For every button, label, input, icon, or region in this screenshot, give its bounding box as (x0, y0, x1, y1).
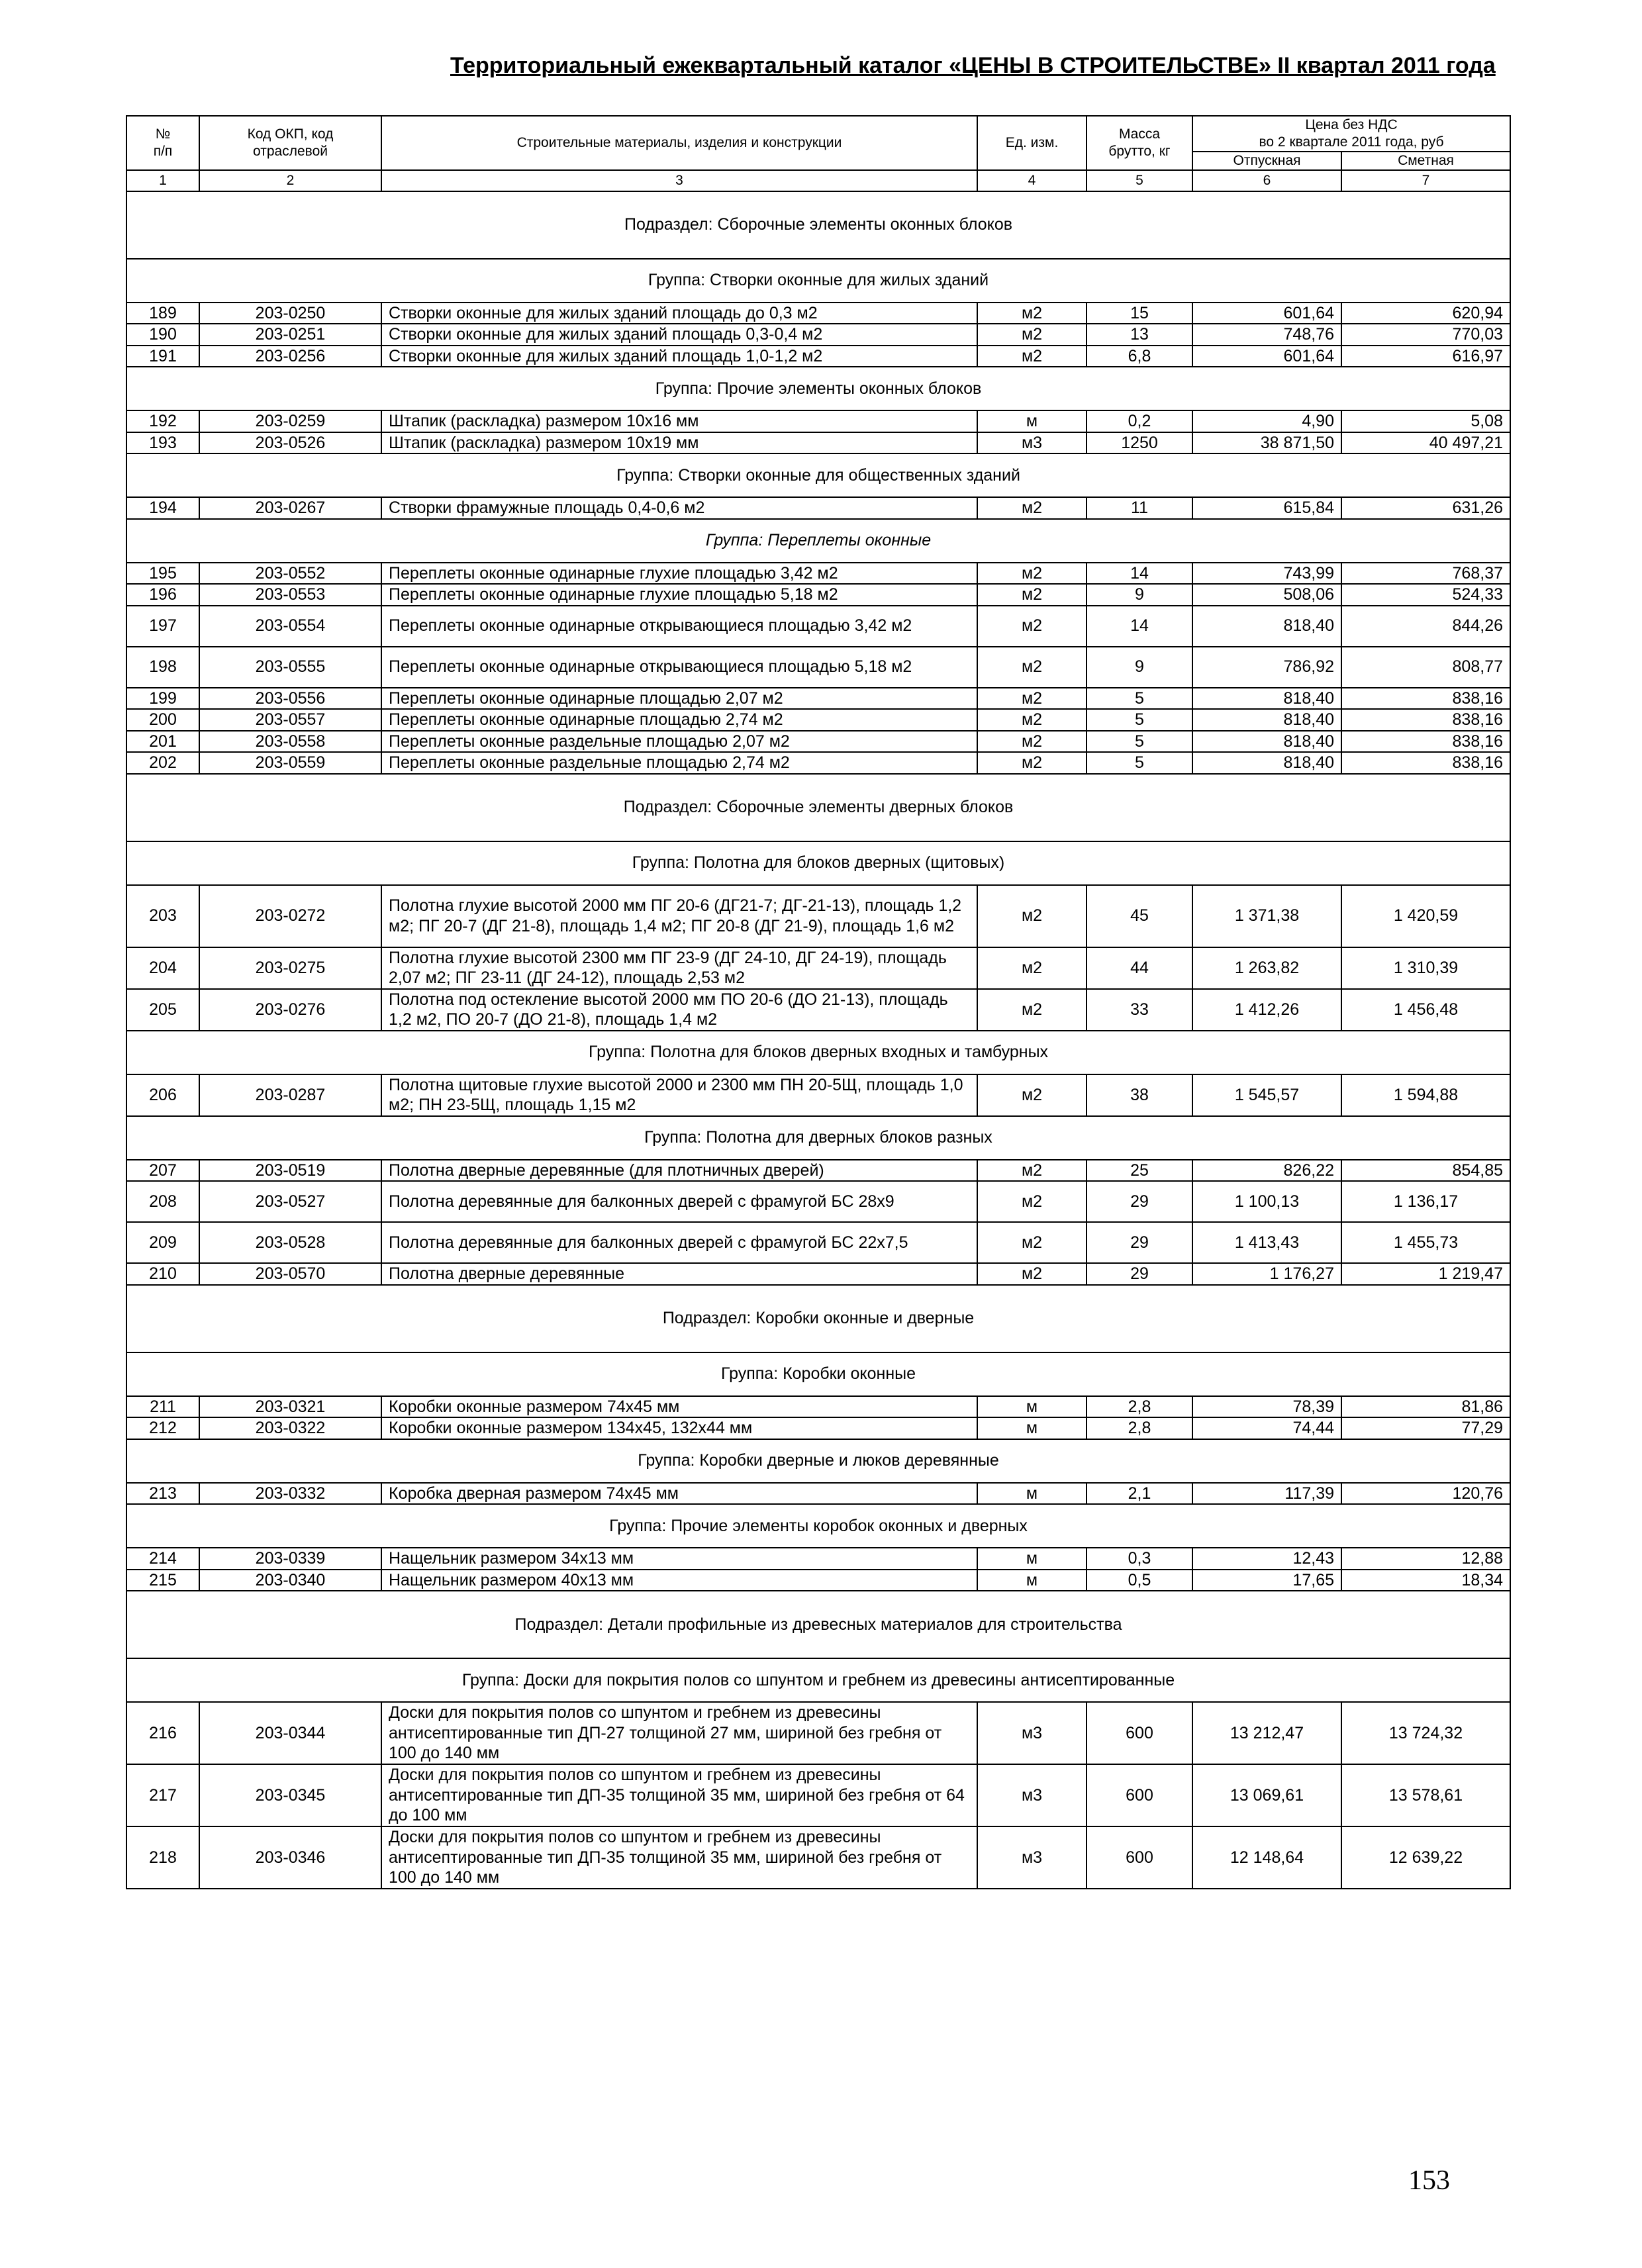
table-row (126, 563, 1510, 585)
unit-cell: м3 (977, 432, 1087, 454)
group-title: Группа: Полотна для блоков дверных (щитовых) (126, 841, 1510, 885)
col-header-name: Строительные материалы, изделия и конструкции (381, 116, 977, 170)
estimate-price-cell: 120,76 (1341, 1483, 1510, 1505)
material-name-cell: Створки оконные для жилых зданий площадь 1,0-1,2 м2 (381, 346, 977, 367)
table-row (126, 410, 1510, 432)
unit-cell: м3 (977, 1826, 1087, 1889)
okp-code-cell: 203-0275 (199, 947, 381, 989)
unit-cell: м2 (977, 709, 1087, 731)
table-row (126, 1396, 1510, 1418)
group-title: Группа: Коробки дверные и люков деревянные (126, 1439, 1510, 1483)
mass-cell: 29 (1087, 1222, 1192, 1263)
estimate-price-cell: 1 455,73 (1341, 1222, 1510, 1263)
okp-code-cell: 203-0259 (199, 410, 381, 432)
okp-code-cell: 203-0256 (199, 346, 381, 367)
table-row (126, 1074, 1510, 1116)
estimate-price-cell: 1 456,48 (1341, 989, 1510, 1031)
mass-cell: 2,8 (1087, 1417, 1192, 1439)
group-title: Группа: Прочие элементы оконных блоков (126, 367, 1510, 410)
row-number-cell: 209 (126, 1222, 199, 1263)
row-number-cell: 189 (126, 303, 199, 324)
group-title: Группа: Створки оконные для общественных зданий (126, 453, 1510, 497)
release-price-cell: 1 176,27 (1192, 1263, 1341, 1285)
group-title: Группа: Коробки оконные (126, 1352, 1510, 1396)
table-row (126, 1417, 1510, 1439)
table-row (126, 1263, 1510, 1285)
unit-cell: м2 (977, 606, 1087, 647)
row-number-cell: 214 (126, 1548, 199, 1570)
col-header-number: № п/п (126, 116, 199, 170)
material-name-cell: Переплеты оконные раздельные площадью 2,07 м2 (381, 731, 977, 753)
unit-cell: м (977, 1570, 1087, 1591)
group-heading-row (126, 1504, 1510, 1548)
group-heading-row (126, 367, 1510, 410)
material-name-cell: Доски для покрытия полов со шпунтом и гребнем из древесины антисептированные тип ДП-35 толщиной 35 мм, шириной без гребня от 100 до 140 мм (381, 1826, 977, 1889)
estimate-price-cell: 838,16 (1341, 731, 1510, 753)
release-price-cell: 1 100,13 (1192, 1181, 1341, 1222)
estimate-price-cell: 1 136,17 (1341, 1181, 1510, 1222)
release-price-cell: 818,40 (1192, 688, 1341, 710)
group-title: Группа: Полотна для блоков дверных входных и тамбурных (126, 1031, 1510, 1074)
mass-cell: 29 (1087, 1181, 1192, 1222)
unit-cell: м2 (977, 324, 1087, 346)
estimate-price-cell: 854,85 (1341, 1160, 1510, 1182)
material-name-cell: Коробки оконные размером 134х45, 132х44 мм (381, 1417, 977, 1439)
mass-cell: 0,2 (1087, 410, 1192, 432)
okp-code-cell: 203-0556 (199, 688, 381, 710)
mass-cell: 2,8 (1087, 1396, 1192, 1418)
mass-cell: 13 (1087, 324, 1192, 346)
row-number-cell: 217 (126, 1764, 199, 1826)
row-number-cell: 200 (126, 709, 199, 731)
release-price-cell: 74,44 (1192, 1417, 1341, 1439)
okp-code-cell: 203-0276 (199, 989, 381, 1031)
mass-cell: 6,8 (1087, 346, 1192, 367)
material-name-cell: Полотна деревянные для балконных дверей с фрамугой БС 28х9 (381, 1181, 977, 1222)
okp-code-cell: 203-0267 (199, 497, 381, 519)
row-number-cell: 198 (126, 647, 199, 688)
row-number-cell: 197 (126, 606, 199, 647)
unit-cell: м2 (977, 346, 1087, 367)
material-name-cell: Нащельник размером 40х13 мм (381, 1570, 977, 1591)
material-name-cell: Переплеты оконные одинарные открывающиеся площадью 3,42 м2 (381, 606, 977, 647)
mass-cell: 15 (1087, 303, 1192, 324)
col-header-mass: Масса брутто, кг (1087, 116, 1192, 170)
release-price-cell: 1 263,82 (1192, 947, 1341, 989)
estimate-price-cell: 1 594,88 (1341, 1074, 1510, 1116)
column-number: 2 (199, 170, 381, 191)
table-row (126, 584, 1510, 606)
catalog-body (126, 191, 1510, 1889)
estimate-price-cell: 1 420,59 (1341, 885, 1510, 947)
table-row (126, 606, 1510, 647)
estimate-price-cell: 12 639,22 (1341, 1826, 1510, 1889)
okp-code-cell: 203-0570 (199, 1263, 381, 1285)
group-heading-row (126, 1031, 1510, 1074)
okp-code-cell: 203-0321 (199, 1396, 381, 1418)
row-number-cell: 196 (126, 584, 199, 606)
mass-cell: 14 (1087, 563, 1192, 585)
estimate-price-cell: 12,88 (1341, 1548, 1510, 1570)
unit-cell: м (977, 1548, 1087, 1570)
subsection-title: Подраздел: Сборочные элементы оконных блоков (126, 191, 1510, 259)
okp-code-cell: 203-0287 (199, 1074, 381, 1116)
unit-cell: м2 (977, 688, 1087, 710)
estimate-price-cell: 5,08 (1341, 410, 1510, 432)
unit-cell: м2 (977, 1074, 1087, 1116)
release-price-cell: 786,92 (1192, 647, 1341, 688)
estimate-price-cell: 631,26 (1341, 497, 1510, 519)
release-price-cell: 4,90 (1192, 410, 1341, 432)
table-row (126, 885, 1510, 947)
okp-code-cell: 203-0527 (199, 1181, 381, 1222)
column-numbers-row (126, 170, 1510, 191)
okp-code-cell: 203-0345 (199, 1764, 381, 1826)
subsection-heading-row (126, 191, 1510, 259)
release-price-cell: 1 412,26 (1192, 989, 1341, 1031)
table-row (126, 346, 1510, 367)
col-header-release-price: Отпускная (1192, 152, 1341, 170)
release-price-cell: 117,39 (1192, 1483, 1341, 1505)
material-name-cell: Доски для покрытия полов со шпунтом и гребнем из древесины антисептированные тип ДП-27 толщиной 27 мм, шириной без гребня от 100 до 140 мм (381, 1702, 977, 1764)
material-name-cell: Створки оконные для жилых зданий площадь 0,3-0,4 м2 (381, 324, 977, 346)
group-title: Группа: Полотна для дверных блоков разных (126, 1116, 1510, 1160)
release-price-cell: 38 871,50 (1192, 432, 1341, 454)
release-price-cell: 508,06 (1192, 584, 1341, 606)
header-row (126, 116, 1510, 152)
material-name-cell: Штапик (раскладка) размером 10х19 мм (381, 432, 977, 454)
col-header-estimate-price: Сметная (1341, 152, 1510, 170)
material-name-cell: Полотна глухие высотой 2300 мм ПГ 23-9 (ДГ 24-10, ДГ 24-19), площадь 2,07 м2; ПГ 23-11 (ДГ 24-12), площадь 2,53 м2 (381, 947, 977, 989)
okp-code-cell: 203-0332 (199, 1483, 381, 1505)
price-catalog-table (126, 115, 1511, 1889)
unit-cell: м2 (977, 647, 1087, 688)
okp-code-cell: 203-0559 (199, 752, 381, 774)
mass-cell: 11 (1087, 497, 1192, 519)
unit-cell: м (977, 1396, 1087, 1418)
release-price-cell: 1 371,38 (1192, 885, 1341, 947)
okp-code-cell: 203-0519 (199, 1160, 381, 1182)
estimate-price-cell: 81,86 (1341, 1396, 1510, 1418)
group-heading-row (126, 841, 1510, 885)
mass-cell: 45 (1087, 885, 1192, 947)
release-price-cell: 1 413,43 (1192, 1222, 1341, 1263)
material-name-cell: Нащельник размером 34х13 мм (381, 1548, 977, 1570)
table-row (126, 497, 1510, 519)
column-number: 5 (1087, 170, 1192, 191)
okp-code-cell: 203-0558 (199, 731, 381, 753)
table-row (126, 1483, 1510, 1505)
mass-cell: 33 (1087, 989, 1192, 1031)
row-number-cell: 199 (126, 688, 199, 710)
material-name-cell: Штапик (раскладка) размером 10х16 мм (381, 410, 977, 432)
material-name-cell: Полотна дверные деревянные (для плотничных дверей) (381, 1160, 977, 1182)
material-name-cell: Переплеты оконные одинарные открывающиеся площадью 5,18 м2 (381, 647, 977, 688)
release-price-cell: 818,40 (1192, 752, 1341, 774)
okp-code-cell: 203-0552 (199, 563, 381, 585)
okp-code-cell: 203-0340 (199, 1570, 381, 1591)
row-number-cell: 218 (126, 1826, 199, 1889)
mass-cell: 600 (1087, 1764, 1192, 1826)
unit-cell: м2 (977, 885, 1087, 947)
estimate-price-cell: 13 578,61 (1341, 1764, 1510, 1826)
mass-cell: 5 (1087, 731, 1192, 753)
unit-cell: м2 (977, 497, 1087, 519)
estimate-price-cell: 1 310,39 (1341, 947, 1510, 989)
estimate-price-cell: 40 497,21 (1341, 432, 1510, 454)
row-number-cell: 201 (126, 731, 199, 753)
material-name-cell: Переплеты оконные одинарные глухие площадью 5,18 м2 (381, 584, 977, 606)
estimate-price-cell: 844,26 (1341, 606, 1510, 647)
okp-code-cell: 203-0555 (199, 647, 381, 688)
release-price-cell: 615,84 (1192, 497, 1341, 519)
subsection-title: Подраздел: Сборочные элементы дверных блоков (126, 774, 1510, 841)
material-name-cell: Коробка дверная размером 74х45 мм (381, 1483, 977, 1505)
unit-cell: м2 (977, 752, 1087, 774)
release-price-cell: 818,40 (1192, 731, 1341, 753)
table-row (126, 1702, 1510, 1764)
estimate-price-cell: 838,16 (1341, 709, 1510, 731)
row-number-cell: 191 (126, 346, 199, 367)
unit-cell: м2 (977, 584, 1087, 606)
row-number-cell: 208 (126, 1181, 199, 1222)
row-number-cell: 193 (126, 432, 199, 454)
okp-code-cell: 203-0557 (199, 709, 381, 731)
material-name-cell: Полотна под остекление высотой 2000 мм ПО 20-6 (ДО 21-13), площадь 1,2 м2, ПО 20-7 (ДО 21-8), площадь 1,4 м2 (381, 989, 977, 1031)
mass-cell: 1250 (1087, 432, 1192, 454)
estimate-price-cell: 768,37 (1341, 563, 1510, 585)
estimate-price-cell: 13 724,32 (1341, 1702, 1510, 1764)
material-name-cell: Коробки оконные размером 74х45 мм (381, 1396, 977, 1418)
column-number: 7 (1341, 170, 1510, 191)
unit-cell: м2 (977, 1263, 1087, 1285)
table-row (126, 709, 1510, 731)
subsection-title: Подраздел: Коробки оконные и дверные (126, 1285, 1510, 1352)
estimate-price-cell: 77,29 (1341, 1417, 1510, 1439)
row-number-cell: 203 (126, 885, 199, 947)
page-number: 153 (1408, 2165, 1450, 2196)
mass-cell: 29 (1087, 1263, 1192, 1285)
unit-cell: м2 (977, 731, 1087, 753)
table-row (126, 1548, 1510, 1570)
unit-cell: м2 (977, 1222, 1087, 1263)
group-heading-row (126, 453, 1510, 497)
table-row (126, 1826, 1510, 1889)
estimate-price-cell: 770,03 (1341, 324, 1510, 346)
mass-cell: 14 (1087, 606, 1192, 647)
mass-cell: 9 (1087, 584, 1192, 606)
okp-code-cell: 203-0344 (199, 1702, 381, 1764)
okp-code-cell: 203-0554 (199, 606, 381, 647)
estimate-price-cell: 838,16 (1341, 688, 1510, 710)
column-number: 6 (1192, 170, 1341, 191)
material-name-cell: Створки оконные для жилых зданий площадь до 0,3 м2 (381, 303, 977, 324)
unit-cell: м (977, 1417, 1087, 1439)
okp-code-cell: 203-0251 (199, 324, 381, 346)
row-number-cell: 192 (126, 410, 199, 432)
release-price-cell: 78,39 (1192, 1396, 1341, 1418)
page-title: Территориальный ежеквартальный каталог «ЦЕНЫ В СТРОИТЕЛЬСТВЕ» II квартал 2011 года (450, 53, 1496, 78)
unit-cell: м3 (977, 1702, 1087, 1764)
table-row (126, 1570, 1510, 1591)
mass-cell: 0,5 (1087, 1570, 1192, 1591)
release-price-cell: 818,40 (1192, 709, 1341, 731)
release-price-cell: 13 212,47 (1192, 1702, 1341, 1764)
row-number-cell: 194 (126, 497, 199, 519)
table-row (126, 947, 1510, 989)
mass-cell: 5 (1087, 709, 1192, 731)
row-number-cell: 206 (126, 1074, 199, 1116)
col-header-unit: Ед. изм. (977, 116, 1087, 170)
okp-code-cell: 203-0272 (199, 885, 381, 947)
release-price-cell: 601,64 (1192, 346, 1341, 367)
group-title: Группа: Створки оконные для жилых зданий (126, 259, 1510, 303)
table-row (126, 688, 1510, 710)
mass-cell: 2,1 (1087, 1483, 1192, 1505)
release-price-cell: 818,40 (1192, 606, 1341, 647)
subsection-heading-row (126, 774, 1510, 841)
material-name-cell: Полотна щитовые глухие высотой 2000 и 2300 мм ПН 20-5Щ, площадь 1,0 м2; ПН 23-5Щ, площадь 1,15 м2 (381, 1074, 977, 1116)
table-row (126, 432, 1510, 454)
table-row (126, 1160, 1510, 1182)
unit-cell: м2 (977, 1160, 1087, 1182)
unit-cell: м3 (977, 1764, 1087, 1826)
row-number-cell: 205 (126, 989, 199, 1031)
table-row (126, 989, 1510, 1031)
material-name-cell: Створки фрамужные площадь 0,4-0,6 м2 (381, 497, 977, 519)
group-title: Группа: Прочие элементы коробок оконных и дверных (126, 1504, 1510, 1548)
col-header-price: Цена без НДС во 2 квартале 2011 года, руб (1192, 116, 1510, 152)
row-number-cell: 202 (126, 752, 199, 774)
okp-code-cell: 203-0553 (199, 584, 381, 606)
column-number: 4 (977, 170, 1087, 191)
unit-cell: м2 (977, 1181, 1087, 1222)
release-price-cell: 601,64 (1192, 303, 1341, 324)
material-name-cell: Полотна деревянные для балконных дверей с фрамугой БС 22х7,5 (381, 1222, 977, 1263)
material-name-cell: Переплеты оконные одинарные площадью 2,74 м2 (381, 709, 977, 731)
subsection-title: Подраздел: Детали профильные из древесных материалов для строительства (126, 1591, 1510, 1658)
group-heading-row (126, 1658, 1510, 1702)
unit-cell: м2 (977, 563, 1087, 585)
estimate-price-cell: 18,34 (1341, 1570, 1510, 1591)
row-number-cell: 210 (126, 1263, 199, 1285)
row-number-cell: 207 (126, 1160, 199, 1182)
estimate-price-cell: 616,97 (1341, 346, 1510, 367)
mass-cell: 0,3 (1087, 1548, 1192, 1570)
okp-code-cell: 203-0322 (199, 1417, 381, 1439)
subsection-heading-row (126, 1591, 1510, 1658)
release-price-cell: 748,76 (1192, 324, 1341, 346)
mass-cell: 38 (1087, 1074, 1192, 1116)
column-number: 3 (381, 170, 977, 191)
col-header-code: Код ОКП, код отраслевой (199, 116, 381, 170)
table-row (126, 752, 1510, 774)
table-row (126, 303, 1510, 324)
mass-cell: 25 (1087, 1160, 1192, 1182)
estimate-price-cell: 620,94 (1341, 303, 1510, 324)
okp-code-cell: 203-0526 (199, 432, 381, 454)
unit-cell: м2 (977, 947, 1087, 989)
mass-cell: 44 (1087, 947, 1192, 989)
okp-code-cell: 203-0339 (199, 1548, 381, 1570)
group-title: Группа: Переплеты оконные (126, 519, 1510, 563)
material-name-cell: Полотна глухие высотой 2000 мм ПГ 20-6 (ДГ21-7; ДГ-21-13), площадь 1,2 м2; ПГ 20-7 (ДГ 21-8), площадь 1,4 м2; ПГ 20-8 (ДГ 21-9), площадь 1,6 м2 (381, 885, 977, 947)
row-number-cell: 216 (126, 1702, 199, 1764)
okp-code-cell: 203-0346 (199, 1826, 381, 1889)
material-name-cell: Переплеты оконные одинарные глухие площадью 3,42 м2 (381, 563, 977, 585)
mass-cell: 5 (1087, 752, 1192, 774)
material-name-cell: Полотна дверные деревянные (381, 1263, 977, 1285)
table-row (126, 647, 1510, 688)
mass-cell: 9 (1087, 647, 1192, 688)
material-name-cell: Переплеты оконные одинарные площадью 2,07 м2 (381, 688, 977, 710)
row-number-cell: 215 (126, 1570, 199, 1591)
group-heading-row (126, 519, 1510, 563)
estimate-price-cell: 1 219,47 (1341, 1263, 1510, 1285)
row-number-cell: 204 (126, 947, 199, 989)
release-price-cell: 12 148,64 (1192, 1826, 1341, 1889)
mass-cell: 600 (1087, 1702, 1192, 1764)
estimate-price-cell: 838,16 (1341, 752, 1510, 774)
mass-cell: 5 (1087, 688, 1192, 710)
group-heading-row (126, 1116, 1510, 1160)
table-row (126, 1764, 1510, 1826)
okp-code-cell: 203-0528 (199, 1222, 381, 1263)
column-number: 1 (126, 170, 199, 191)
row-number-cell: 212 (126, 1417, 199, 1439)
table-row (126, 1222, 1510, 1263)
group-heading-row (126, 259, 1510, 303)
row-number-cell: 195 (126, 563, 199, 585)
row-number-cell: 211 (126, 1396, 199, 1418)
group-heading-row (126, 1352, 1510, 1396)
row-number-cell: 213 (126, 1483, 199, 1505)
unit-cell: м (977, 1483, 1087, 1505)
table-row (126, 324, 1510, 346)
material-name-cell: Переплеты оконные раздельные площадью 2,74 м2 (381, 752, 977, 774)
estimate-price-cell: 524,33 (1341, 584, 1510, 606)
row-number-cell: 190 (126, 324, 199, 346)
release-price-cell: 17,65 (1192, 1570, 1341, 1591)
mass-cell: 600 (1087, 1826, 1192, 1889)
release-price-cell: 12,43 (1192, 1548, 1341, 1570)
release-price-cell: 743,99 (1192, 563, 1341, 585)
release-price-cell: 826,22 (1192, 1160, 1341, 1182)
table-row (126, 1181, 1510, 1222)
subsection-heading-row (126, 1285, 1510, 1352)
table-row (126, 731, 1510, 753)
unit-cell: м2 (977, 303, 1087, 324)
okp-code-cell: 203-0250 (199, 303, 381, 324)
release-price-cell: 1 545,57 (1192, 1074, 1341, 1116)
group-title: Группа: Доски для покрытия полов со шпунтом и гребнем из древесины антисептированные (126, 1658, 1510, 1702)
unit-cell: м (977, 410, 1087, 432)
material-name-cell: Доски для покрытия полов со шпунтом и гребнем из древесины антисептированные тип ДП-35 толщиной 35 мм, шириной без гребня от 64 до 100 мм (381, 1764, 977, 1826)
release-price-cell: 13 069,61 (1192, 1764, 1341, 1826)
unit-cell: м2 (977, 989, 1087, 1031)
estimate-price-cell: 808,77 (1341, 647, 1510, 688)
group-heading-row (126, 1439, 1510, 1483)
